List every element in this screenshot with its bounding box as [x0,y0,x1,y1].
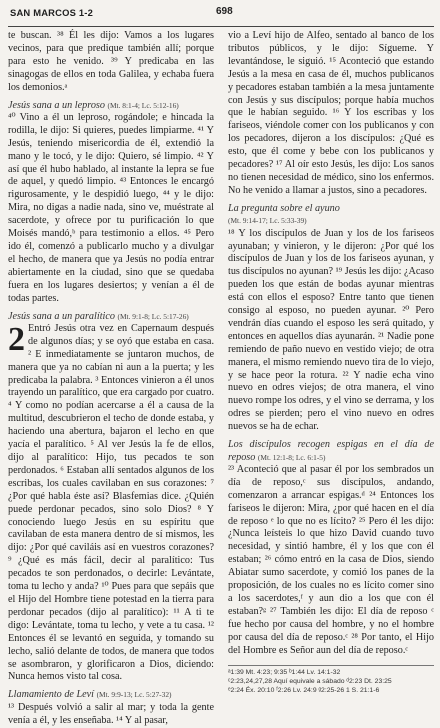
section-heading [8,100,214,112]
paragraph: te buscan. ³⁸ Él les dijo: Vamos a los lugares vecinos, para que predique también allí; porque para esto he venido. ³⁹ Y predicaba en las sinagogas de ellos en toda Galilea, y echaba fuera los demonios.ᵃ [8,30,214,93]
paragraph: ¹⁸ Y los discípulos de Juan y los de los fariseos ayunaban; y vinieron, y le dijeron: ¿Por qué los discípulos de Juan y los de los fariseos ayunan, y tus discípulos no ayunan? ¹⁹ Jesús les dijo: ¿Acaso pueden los que están de bodas ayunar mientras está con ellos el esposo? Entre tanto que tienen consigo al esposo, no pueden ayunar. ²⁰ Pero vendrán días cuando el esposo les será quitado, y entonces en aquellos días ayunarán. ²¹ Nadie pone remiendo de paño nuevo en vestido viejo; de otra manera, el mismo remiendo nuevo tira de lo viejo, y se hace peor la rotura. ²² Y nadie echa vino nuevo en odres viejos; de otra manera, el vino nuevo rompe los odres, y el vino se derrama, y los odres se pierden; pero el vino nuevo en odres nuevos se ha de echar. [228,227,434,433]
parallel-reference: (Mt. 12:1-8; Lc. 6:1-5) [257,452,326,462]
left-column [8,30,214,726]
footnote-line: ᶜ2:23,24,27,28 Aquí equivale a sábado ᵈ2:23 Dt. 23:25 [228,677,392,685]
parallel-reference: (Mt. 9:14-17; Lc. 5:33-39) [228,216,307,226]
chapter-number-dropcap: 2 [8,320,25,358]
section-title: Jesús sana a un paralítico [8,310,115,322]
section-title: Los discípulos recogen espigas en el día de reposo [228,439,434,463]
paragraph: ²³ Aconteció que al pasar él por los sembrados un día de reposo,ᶜ sus discípulos, andando, comenzaron a arrancar espigas.ᵈ ²⁴ Entonces los fariseos le dijeron: Mira, ¿por qué hacen en el día de reposo ᵉ lo que no es lícito? ²⁵ Pero él les dijo: ¿Nunca leísteis lo que hizo David cuando tuvo necesidad, y sintió hambre, él y los que con él estaban; ²⁶ cómo entró en la casa de Dios, siendo Abiatar sumo sacerdote, y comió los panes de la proposición, de los cuales no es lícito comer sino a los sacerdotes,ᶠ y aun dio a los que con él estaban?ᵍ ²⁷ También les dijo: El día de reposo ᶜ fue hecho por causa del hombre, y no el hombre por causa del día de reposo.ᶜ ²⁸ Por tanto, el Hijo del Hombre es Señor aun del día de reposo.ᶜ [228,463,434,656]
parallel-reference: (Mt. 9:1-8; Lc. 5:17-26) [117,311,189,321]
text-columns [8,30,434,726]
section-title: Llamamiento de Leví [8,689,95,701]
parallel-reference: (Mt. 8:1-4; Lc. 5:12-16) [107,100,179,110]
parallel-reference: (Mt. 9:9-13; Lc. 5:27-32) [96,690,172,700]
paragraph: ¹³ Después volvió a salir al mar; y toda la gente venía a él, y les enseñaba. ¹⁴ Y al pasar, [8,701,214,726]
footnotes [228,665,434,696]
right-column [228,30,434,712]
chapter-text: Entró Jesús otra vez en Capernaum después de algunos días; y se oyó que estaba en casa. ² E inmediatamente se juntaron muchos, de manera que ya no cabían ni aun a la puerta; y les predicaba la palabra. ³ Entonces vinieron a él unos trayendo un paralítico, que era cargado por cuatro. ⁴ Y como no podían acercarse a él a causa de la multitud, descubrieron el techo de donde estaba, y haciendo una abertura, bajaron el lecho en que yacía el paralítico. ⁵ Al ver Jesús la fe de ellos, dijo al paralítico: Hijo, tus pecados te son perdonados. ⁶ Estaban allí sentados algunos de los escribas, los cuales cavilaban en sus corazones: ⁷ ¿Por qué habla éste así? Blasfemias dice. ¿Quién puede perdonar pecados, sino solo Dios? ⁸ Y conociendo luego Jesús en su espíritu que cavilaban de esta manera dentro de sí mismos, les dijo: ¿Por qué caviláis así en vuestros corazones? ⁹ ¿Qué es más fácil, decir al paralítico: Tus pecados te son perdonados, o decirle: Levántate, toma tu lecho y anda? ¹⁰ Pues para que sepáis que el Hijo del Hombre tiene potestad en la tierra para perdonar pecados (dijo al paralítico): ¹¹ A ti te digo: Levántate, toma tu lecho, y vete a tu casa. ¹² Entonces él se levantó en seguida, y tomando su lecho, salió delante de todos, de manera que todos se asombraron, y glorificaron a Dios, diciendo: Nunca hemos visto tal cosa. [8,322,214,683]
running-header [8,0,434,27]
paragraph: ⁴⁰ Vino a él un leproso, rogándole; e hincada la rodilla, le dijo: Si quieres, puedes limpiarme. ⁴¹ Y Jesús, teniendo misericordia de él, extendió la mano y le tocó, y le dijo: Quiero, sé limpio. ⁴² Y así que él hubo hablado, al instante la lepra se fue de aquel, y quedó limpio. ⁴³ Entonces le encargó rigurosamente, y le despidió luego, ⁴⁴ y le dijo: Mira, no digas a nadie nada, sino ve, muéstrate al sacerdote, y ofrece por tu purificación lo que Moisés mandó,ᵇ para testimonio a ellos. ⁴⁵ Pero ido él, comenzó a publicarlo mucho y a divulgar el hecho, de manera que ya Jesús no podía entrar abiertamente en la ciudad, sino que se quedaba fuera en los lugares desiertos; y venían a él de todas partes. [8,111,214,304]
page-number: 698 [216,6,233,17]
chapter-paragraph [8,320,214,684]
paragraph: vio a Leví hijo de Alfeo, sentado al banco de los tributos públicos, y le dijo: Sígueme. Y levantándose, le siguió. ¹⁵ Aconteció que estando Jesús a la mesa en casa de él, muchos publicanos y pecadores estaban también a la mesa juntamente con Jesús y sus discípulos; porque había muchos que le habían seguido. ¹⁶ Y los escribas y los fariseos, viéndole comer con los publicanos y con los pecadores, dijeron a los discípulos: ¿Qué es esto, que él come y bebe con los publicanos y pecadores? ¹⁷ Al oír esto Jesús, les dijo: Los sanos no tienen necesidad de médico, sino los enfermos. No he venido a llamar a justos, sino a pecadores. [228,30,434,196]
section-heading [8,689,214,701]
section-title: La pregunta sobre el ayuno [228,202,340,214]
section-heading [228,439,434,464]
footnote-line: ᵃ1:39 Mt. 4:23; 9:35 ᵇ1:44 Lv. 14:1-32 [228,668,341,676]
section-heading [8,311,214,323]
book-chapter-label: SAN MARCOS 1-2 [10,7,94,18]
section-heading [228,203,434,228]
section-title: Jesús sana a un leproso [8,99,105,111]
footnote-line: ᵉ2:24 Éx. 20:10 ᶠ2:26 Lv. 24:9 ᵍ2:25-26 1 S. 21:1-6 [228,686,380,694]
